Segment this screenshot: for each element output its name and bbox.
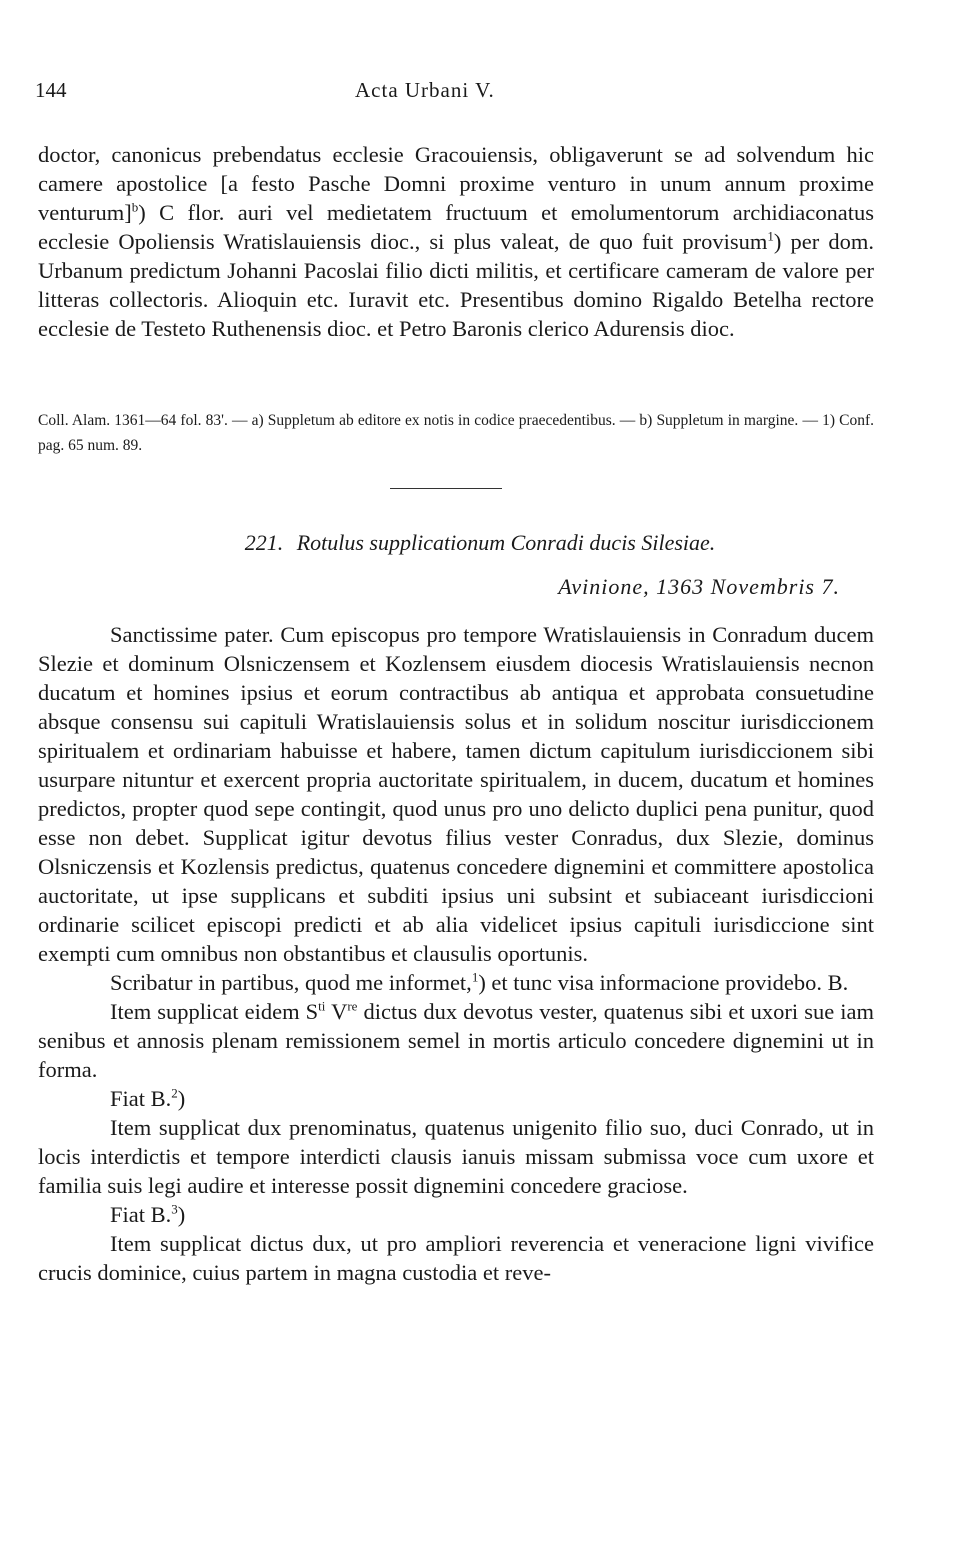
footnote-mark: 3	[171, 1201, 178, 1217]
footnote-mark: 2	[171, 1085, 178, 1101]
footnote-mark: 1	[471, 969, 479, 985]
fiat-line: Fiat B.$^2$)	[110, 1085, 186, 1111]
paragraph: Sanctissime pater. Cum episcopus pro tempore Wratislauiensis in Conradum ducem Slezie et dominum Olsniczensem et Kozlensem eiusdem diocesis Wratislauiensis necnon ducatum et homines ipsius et eorum contractibus ab antiqua et approbata consuetudine absque consensu sui capituli Wratislauiensis solus et in solidum noscitur iurisdiccionem spiritualem et ordinariam habuisse et habere, tamen dictum capitulum iurisdiccionem sibi usurpare nituntur et exercent propria auctoritate spiritualem, in ducem, ducatum et homines predictos, propter quod sepe contingit, quod unus pro uno delicto duplici pena punitur, quod esse non debet. Supplicat igitur devotus filius vester Conradus, dux Slezie, dominus Olsniczensis et Kozlensis predictus, quatenus concedere dignemini et committere apostolica auctoritate, ut ipse supplicans et subditi ipsius uni subsint et subiaceant iurisdiccioni ordinarie scilicet episcopi predicti et ab alia videlicet ipsius capituli iurisdiccione sint exempti cum omnibus non obstantibus et clausulis oportunis.	[38, 622, 874, 966]
document-body	[38, 620, 874, 1287]
previous-document-text	[38, 140, 874, 343]
paragraph: Item supplicat eidem $S^{ti}$ Vre dictus dux devotus vester, quatenus sibi et uxori sue iam senibus et annosis plenam remissionem semel in mortis articulo concedere dignemini ut in forma.	[38, 998, 875, 1082]
previous-document-paragraph: doctor, canonicus prebendatus ecclesie Gracouiensis, obligaverunt se ad solvendum hic camere apostolice [a festo Pasche Domni proxime venturo in unum annum proxime venturum]$^b$) C flor. auri vel medietatem fructuum et emolumentorum archidiaconatus ecclesie Opoliensis Wratislauiensis dioc., si plus valeat, de quo fuit provisum$^1$) per dom. Urbanum predictum Johanni Pacoslai filio dicti militis, et certificare cameram de valore per litteras collectoris. Alioquin etc. Iuravit etc. Presentibus domino Rigaldo Betelha rectore ecclesie de Testeto Ruthenensis dioc. et Petro Baronis clerico Adurensis dioc.	[38, 142, 874, 341]
running-title: Acta Urbani V.	[355, 78, 495, 102]
document-number: 221.	[244, 530, 284, 555]
fiat-line: Fiat B.$^3$)	[110, 1201, 186, 1227]
page-header	[35, 78, 915, 114]
section-divider	[390, 488, 502, 489]
critical-notes: Coll. Alam. 1361—64 fol. 83'. — a) Suppletum ab editore ex notis in codice praecedentibus. — b) Suppletum in margine. — 1) Conf. pag. 65 num. 89.	[38, 412, 874, 454]
page-number: 144	[35, 78, 67, 102]
footnote-mark: 1	[767, 228, 774, 244]
document-heading	[0, 530, 960, 556]
footnote-mark: b	[131, 199, 139, 215]
paragraph: Item supplicat dux prenominatus, quatenus unigenito filio suo, duci Conrado, ut in locis interdictis et tempore interdicti clausis ianuis missam submissa voce cum uxore et familia suis legi audire et interesse possit dignemini concedere graciose.	[38, 1115, 874, 1198]
document-title: Rotulus supplicationum Conradi ducis Silesiae.	[296, 530, 716, 555]
paragraph: Scribatur in partibus, quod me informet,$^1$) et tunc visa informacione providebo. B.	[110, 969, 849, 995]
document-date: Avinione, 1363 Novembris 7.	[558, 574, 840, 599]
paragraph: Item supplicat dictus dux, ut pro ampliori reverencia et veneracione ligni vivifice crucis dominice, cuius partem in magna custodia et reve-	[38, 1231, 874, 1285]
